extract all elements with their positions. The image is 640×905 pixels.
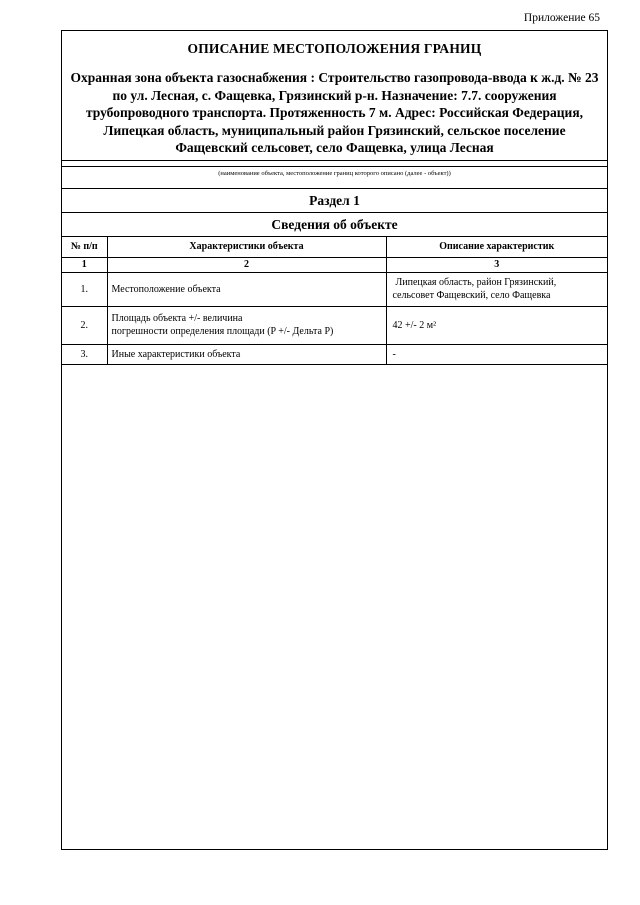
object-note: (наименование объекта, местоположение границ которого описано (далее - объект)) <box>218 169 451 177</box>
row-characteristic: Иные характеристики объекта <box>107 344 386 364</box>
object-info-table <box>62 236 607 365</box>
divider <box>62 160 607 161</box>
row-number: 3. <box>62 344 107 364</box>
row-value: 42 +/- 2 м² <box>386 306 607 344</box>
header-characteristic: Характеристики объекта <box>107 236 386 257</box>
table-row <box>62 306 607 344</box>
appendix-label: Приложение 65 <box>523 12 600 24</box>
header-description: Описание характеристик <box>386 236 607 257</box>
column-number: 1 <box>62 257 107 272</box>
document-title: ОПИСАНИЕ МЕСТОПОЛОЖЕНИЯ ГРАНИЦ <box>187 41 482 56</box>
row-value-line: сельсовет Фащевский, село Фащевка <box>392 290 551 301</box>
document-frame <box>61 30 608 850</box>
table-header-row <box>62 236 607 257</box>
header-number: № п/п <box>62 236 107 257</box>
row-characteristic <box>107 306 386 344</box>
table-row <box>62 344 607 364</box>
row-characteristic-line: Площадь объекта +/- величина <box>111 313 243 324</box>
object-description: Охранная зона объекта газоснабжения : Строительство газопровода-ввода к ж.д. № 23 по ул. Лесная, с. Фащевка, Грязинский р-н. Назначение: 7.7. сооружения трубопроводного транспорта. Протяженность 7 м. Адрес: Российская Федерация, Липецкая область, муниципальный район Грязинский, сельское поселение Фащевский сельсовет, село Фащевка, улица Лесная <box>70 70 599 155</box>
column-number: 3 <box>386 257 607 272</box>
row-value: - <box>386 344 607 364</box>
column-number-row <box>62 257 607 272</box>
section-title: Раздел 1 <box>62 188 607 212</box>
row-characteristic: Местоположение объекта <box>107 272 386 306</box>
row-value-line: Липецкая область, район Грязинский, <box>395 277 557 288</box>
row-number: 2. <box>62 306 107 344</box>
row-characteristic-line: погрешности определения площади (P +/- Дельта P) <box>111 326 334 337</box>
row-number: 1. <box>62 272 107 306</box>
row-value <box>386 272 607 306</box>
column-number: 2 <box>107 257 386 272</box>
table-row <box>62 272 607 306</box>
section-subtitle: Сведения об объекте <box>62 212 607 236</box>
